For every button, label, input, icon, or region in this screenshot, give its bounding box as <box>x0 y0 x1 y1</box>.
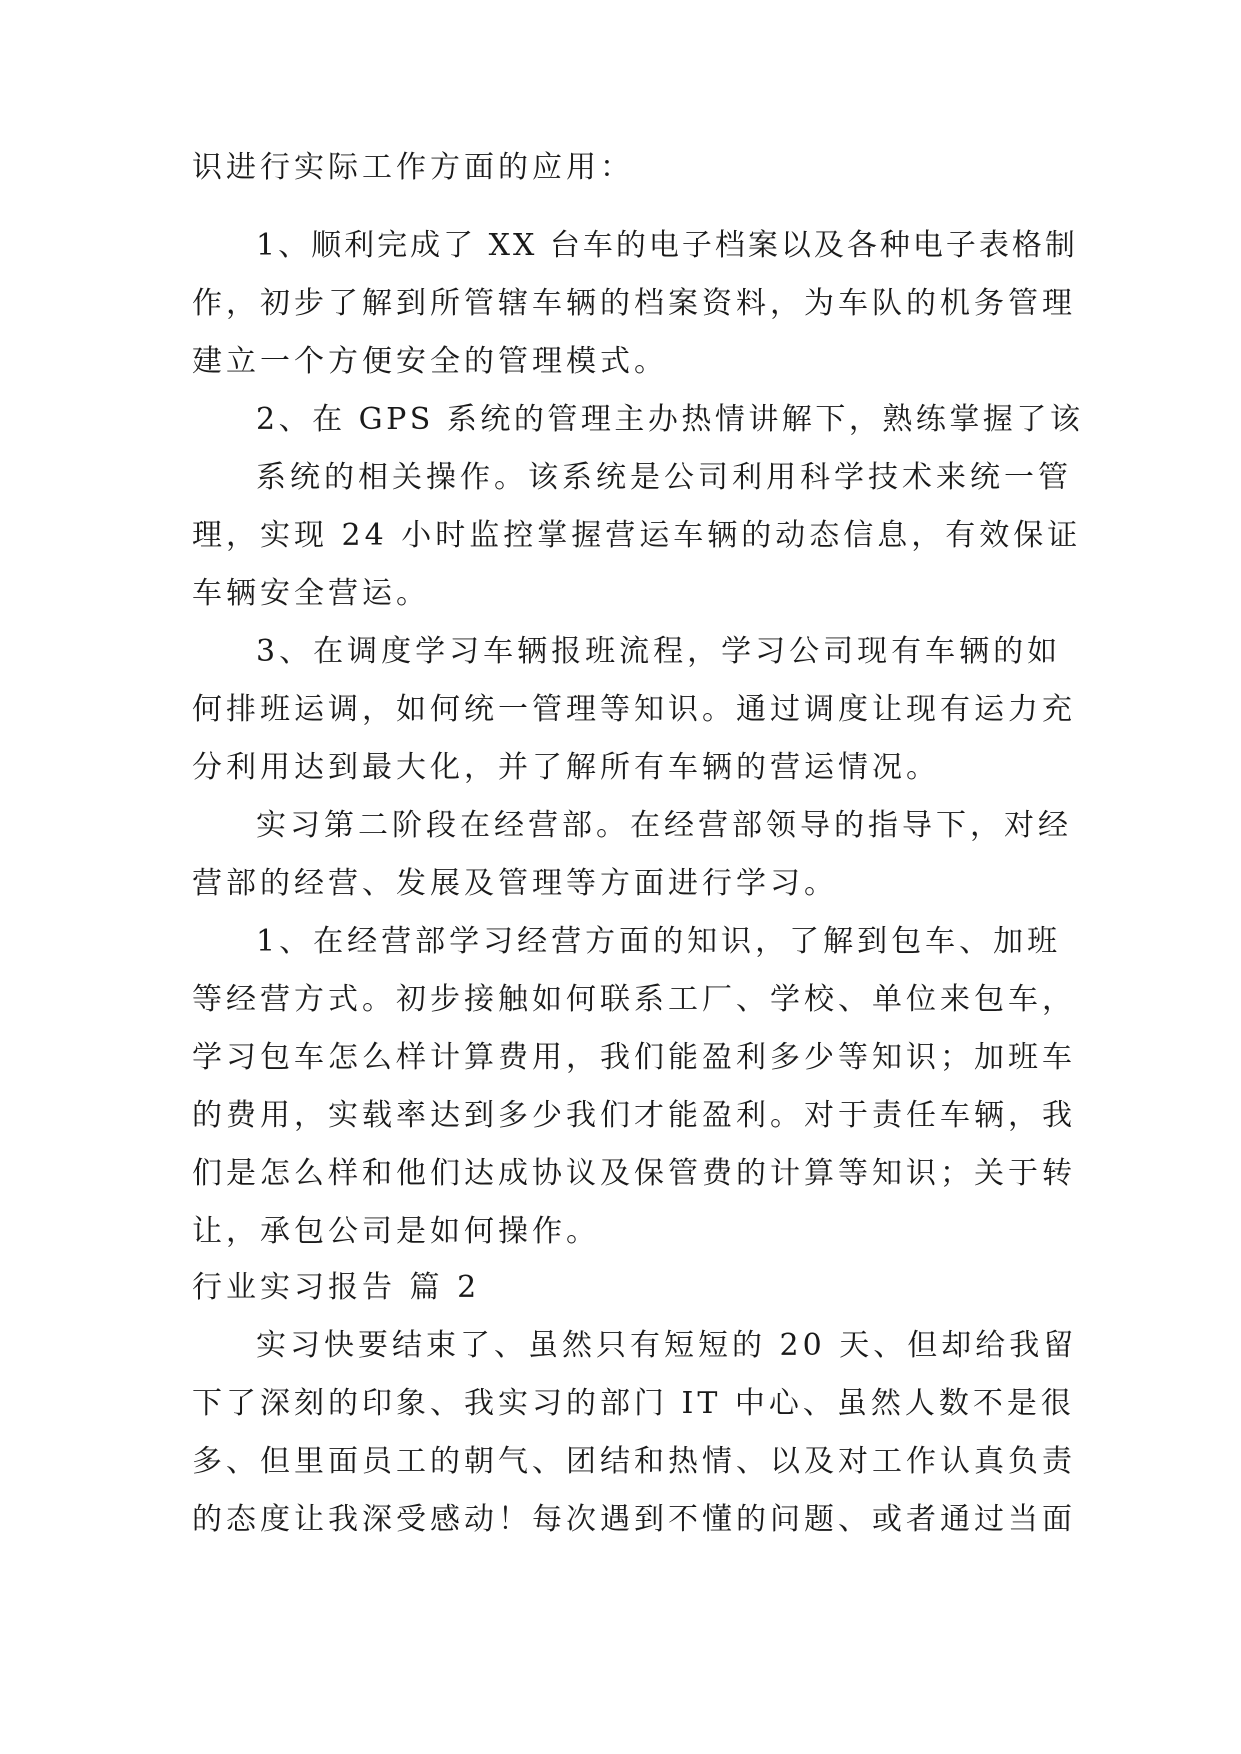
text-line: 车辆安全营运。 <box>192 576 430 611</box>
text-line: 等经营方式。初步接触如何联系工厂、学校、单位来包车， <box>192 982 1076 1017</box>
text-line: 实习快要结束了、虽然只有短短的 20 天、但却给我留 <box>256 1328 1078 1363</box>
text-line: 实习第二阶段在经营部。在经营部领导的指导下，对经 <box>256 808 1072 843</box>
text-line: 们是怎么样和他们达成协议及保管费的计算等知识；关于转 <box>192 1156 1076 1191</box>
text-line: 的态度让我深受感动！每次遇到不懂的问题、或者通过当面 <box>192 1502 1076 1537</box>
text-line: 3、在调度学习车辆报班流程，学习公司现有车辆的如 <box>256 634 1062 669</box>
text-line: 让，承包公司是如何操作。 <box>192 1214 600 1249</box>
text-line: 多、但里面员工的朝气、团结和热情、以及对工作认真负责 <box>192 1444 1076 1479</box>
text-line: 系统的相关操作。该系统是公司利用科学技术来统一管 <box>256 460 1072 495</box>
section-heading: 行业实习报告 篇 2 <box>192 1270 481 1305</box>
text-line: 下了深刻的印象、我实习的部门 IT 中心、虽然人数不是很 <box>192 1386 1075 1421</box>
text-line: 何排班运调，如何统一管理等知识。通过调度让现有运力充 <box>192 692 1076 727</box>
text-line: 分利用达到最大化，并了解所有车辆的营运情况。 <box>192 750 940 785</box>
text-line: 1、顺利完成了 XX 台车的电子档案以及各种电子表格制 <box>256 228 1078 263</box>
text-line: 2、在 GPS 系统的管理主办热情讲解下，熟练掌握了该 <box>256 402 1084 437</box>
text-line: 的费用，实载率达到多少我们才能盈利。对于责任车辆，我 <box>192 1098 1076 1133</box>
text-line: 1、在经营部学习经营方面的知识，了解到包车、加班 <box>256 924 1062 959</box>
text-line: 理，实现 24 小时监控掌握营运车辆的动态信息，有效保证 <box>192 518 1082 553</box>
text-line: 学习包车怎么样计算费用，我们能盈利多少等知识；加班车 <box>192 1040 1076 1075</box>
text-line: 识进行实际工作方面的应用： <box>192 150 634 185</box>
text-line: 作，初步了解到所管辖车辆的档案资料，为车队的机务管理 <box>192 286 1076 321</box>
text-line: 建立一个方便安全的管理模式。 <box>192 344 668 379</box>
text-line: 营部的经营、发展及管理等方面进行学习。 <box>192 866 838 901</box>
